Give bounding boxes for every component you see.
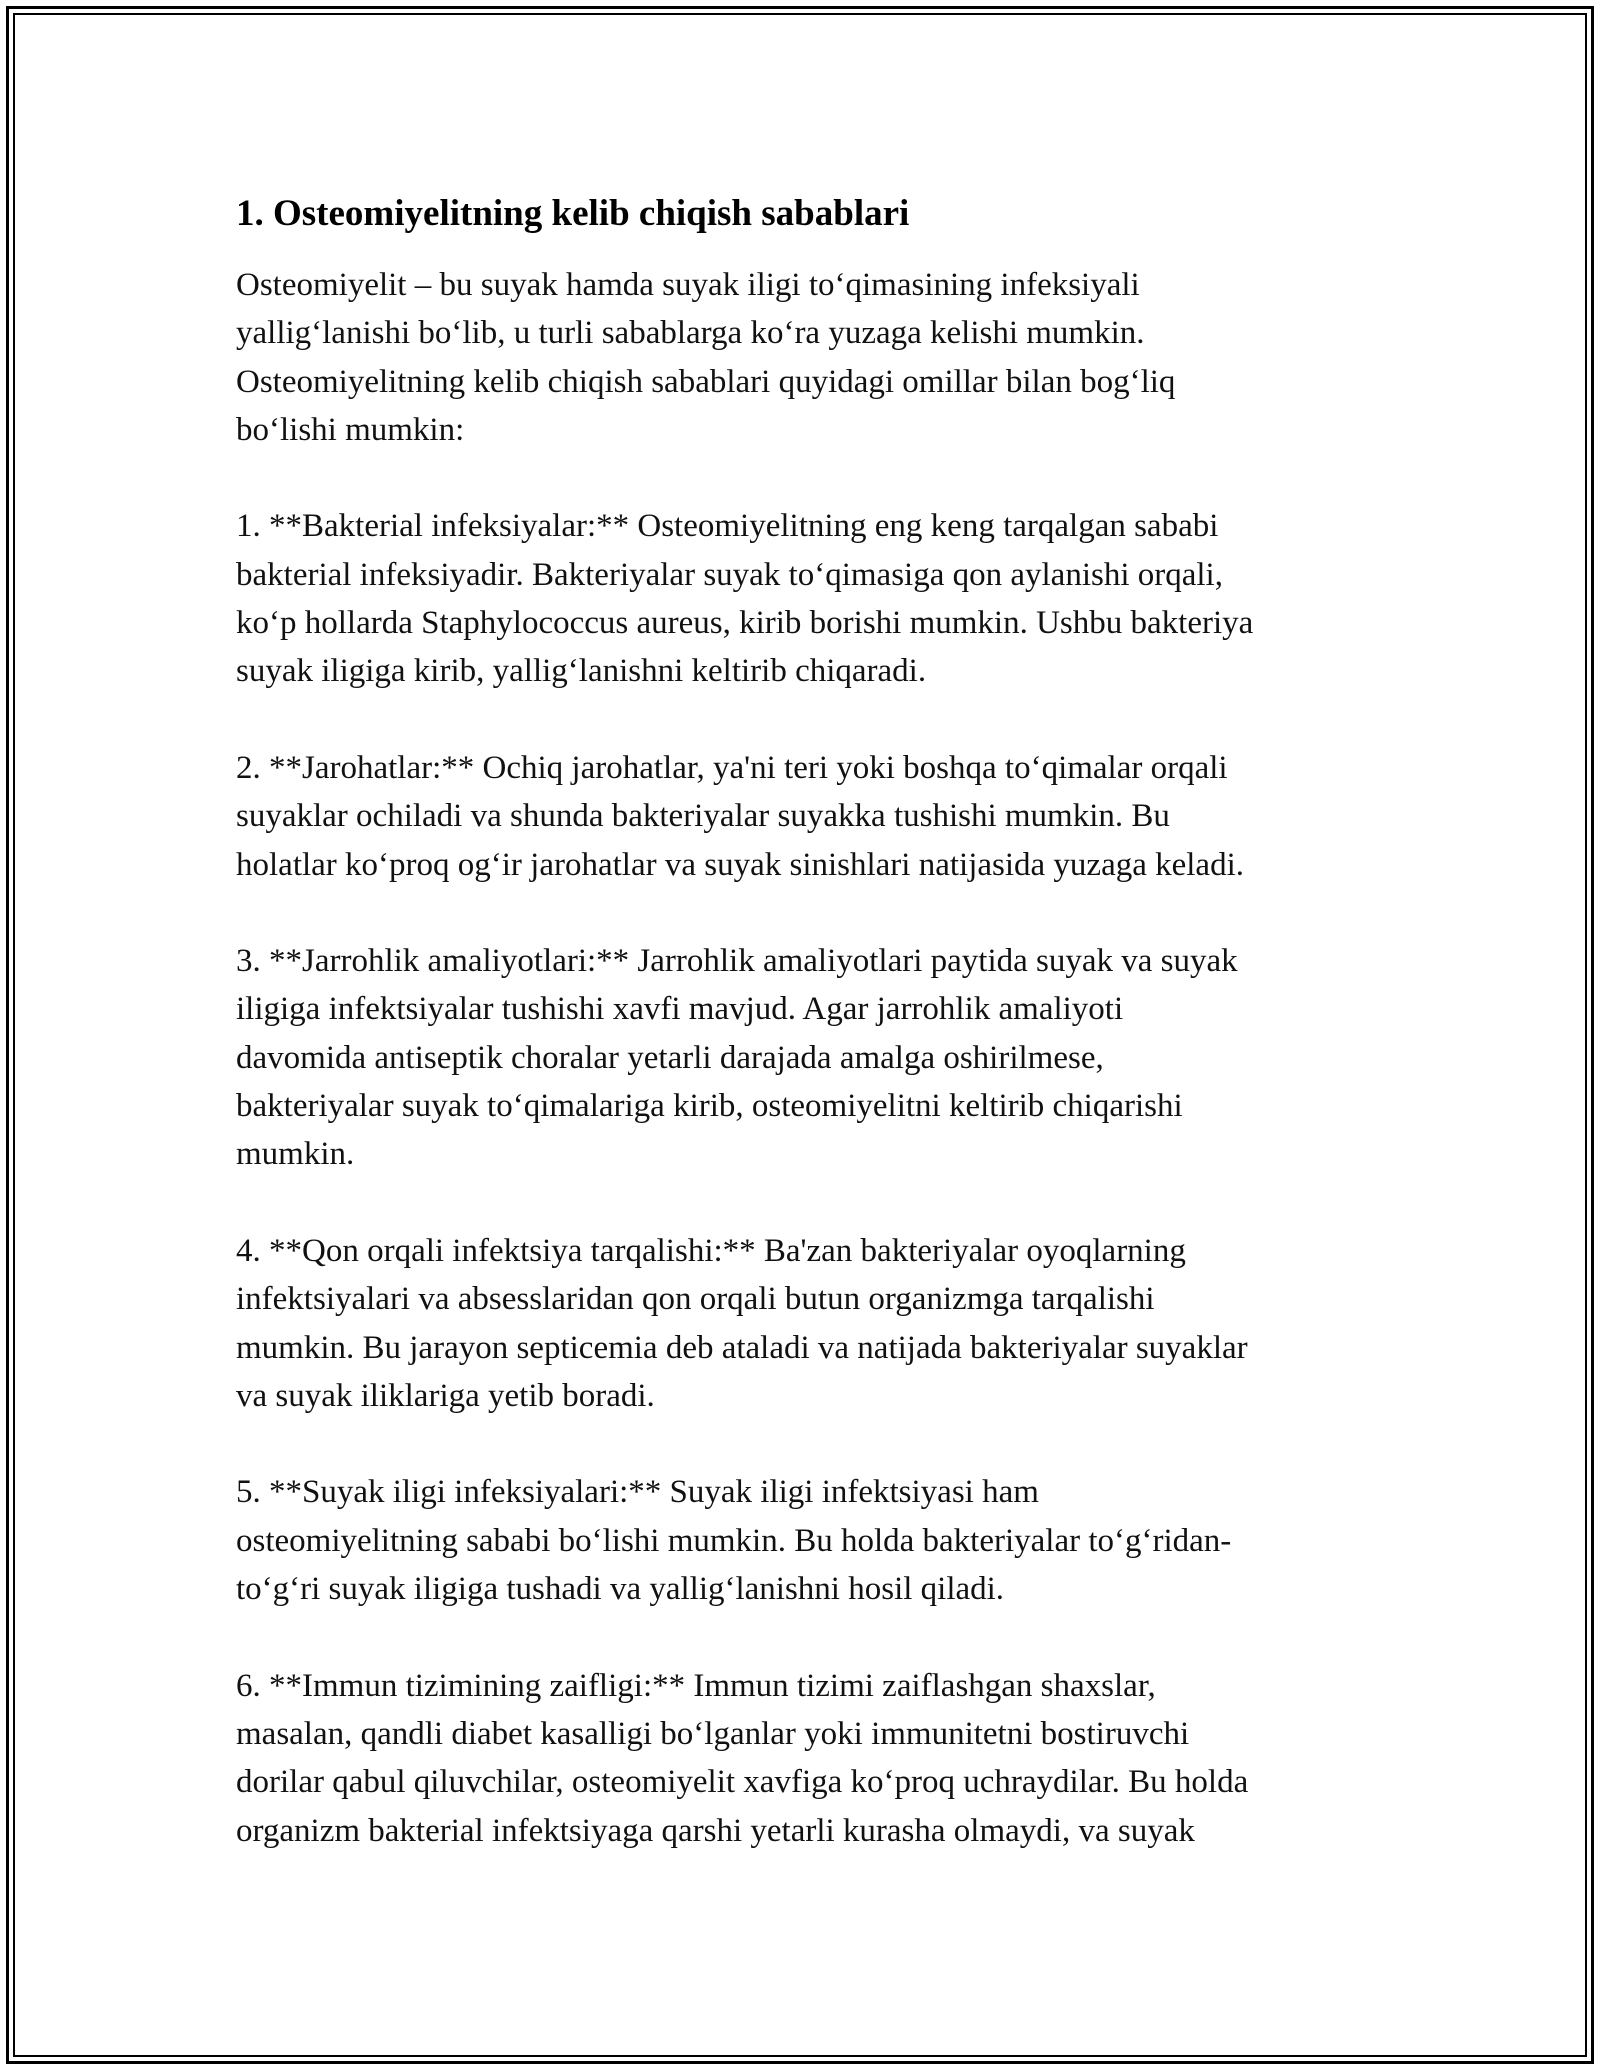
intro-paragraph: Osteomiyelit – bu suyak hamda suyak iligi to‘qimasining infeksiyali yallig‘lanishi bo‘lib, u turli sabablarga ko‘ra yuzaga kelishi mumkin. Osteomiyelitning kelib chiqish sabablari quyidagi omillar bilan bog‘liq bo‘lishi mumkin:: [236, 267, 1176, 448]
section-heading: 1. Osteomiyelitning kelib chiqish sabablari: [236, 193, 910, 234]
list-item-bloodborne-spread: 4. **Qon orqali infektsiya tarqalishi:** Ba'zan bakteriyalar oyoqlarning infektsiyalari va absesslaridan qon orqali butun organizmga tarqalishi mumkin. Bu jarayon septicemia deb ataladi va natijada bakteriyalar suyaklar va suyak iliklariga yetib boradi.: [236, 1232, 1248, 1414]
list-item-injuries: 2. **Jarohatlar:** Ochiq jarohatlar, ya'ni teri yoki boshqa to‘qimalar orqali suyaklar ochiladi va shunda bakteriyalar suyakka tushishi mumkin. Bu holatlar ko‘proq og‘ir jarohatlar va suyak sinishlari natijasida yuzaga keladi.: [236, 749, 1244, 883]
document-body: [236, 190, 1380, 1855]
list-item-immune-weakness: 6. **Immun tizimining zaifligi:** Immun tizimi zaiflashgan shaxslar, masalan, qandli diabet kasalligi bo‘lganlar yoki immunitetni bostiruvchi dorilar qabul qiluvchilar, osteomiyelit xavfiga ko‘proq uchraydilar. Bu holda organizm bakterial infektsiyaga qarshi yetarli kurasha olmaydi, va suyak: [236, 1667, 1249, 1849]
list-item-surgical-procedures: 3. **Jarrohlik amaliyotlari:** Jarrohlik amaliyotlari paytida suyak va suyak iligiga infektsiyalar tushishi xavfi mavjud. Agar jarrohlik amaliyoti davomida antiseptik choralar yetarli darajada amalga oshirilmese, bakteriyalar suyak to‘qimalariga kirib, osteomiyelitni keltirib chiqarishi mumkin.: [236, 943, 1238, 1173]
list-item-bacterial-infections: 1. **Bakterial infeksiyalar:** Osteomiyelitning eng keng tarqalgan sababi bakterial infeksiyadir. Bakteriyalar suyak to‘qimasiga qon aylanishi orqali, ko‘p hollarda Staphylococcus aureus, kirib borishi mumkin. Ushbu bakteriya suyak iligiga kirib, yallig‘lanishni keltirib chiqaradi.: [236, 508, 1254, 690]
list-item-bone-marrow-infections: 5. **Suyak iligi infeksiyalari:** Suyak iligi infektsiyasi ham osteomiyelitning sababi bo‘lishi mumkin. Bu holda bakteriyalar to‘g‘ridan- to‘g‘ri suyak iligiga tushadi va yallig‘lanishni hosil qiladi.: [236, 1474, 1232, 1608]
